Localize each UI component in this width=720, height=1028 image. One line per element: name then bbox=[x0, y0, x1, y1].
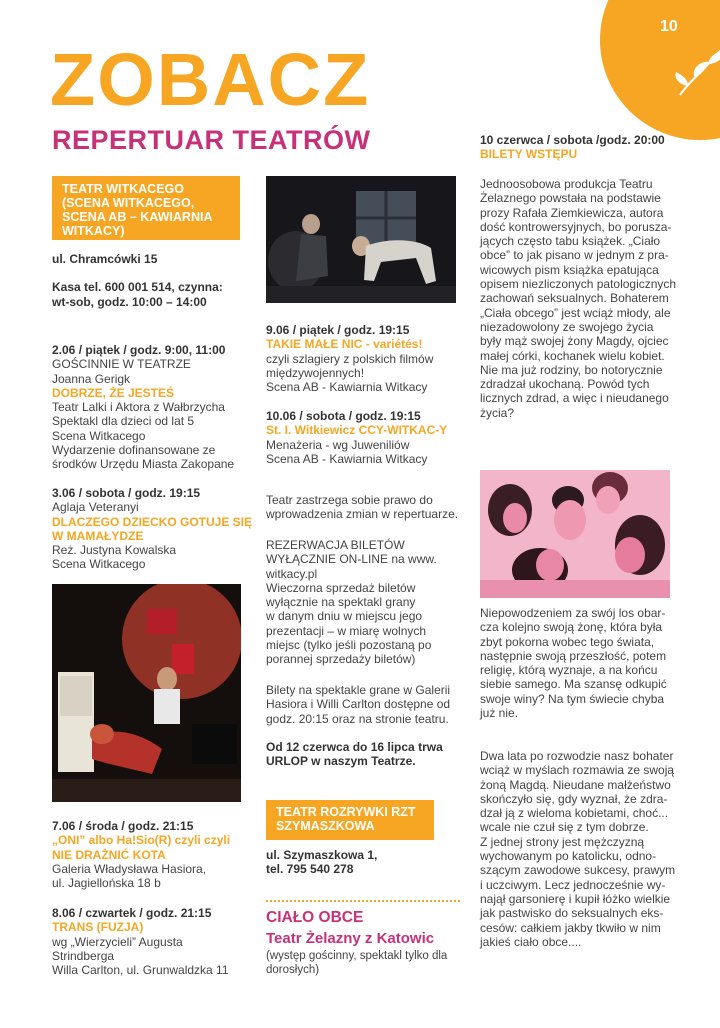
event-title: St. I. Witkiewicz CCY-WITKAC-Y bbox=[266, 423, 448, 438]
event-detail: Scena AB - Kawiarnia Witkacy bbox=[266, 451, 428, 466]
photo-stage-tv-illustration bbox=[52, 584, 241, 802]
event-7-06 bbox=[52, 819, 252, 890]
paragraph-line: wicowych pism książka epatująca bbox=[480, 262, 659, 277]
galeria-line: godz. 20:15 oraz na stronie teatru. bbox=[266, 711, 449, 726]
paragraph-line: Dwa lata po rozwodzie nasz bohater bbox=[480, 749, 674, 763]
paragraph-line: prozy Rafała Ziemkiewicza, autora bbox=[480, 205, 664, 220]
reservation-line: porannej sprzedaży biletów) bbox=[266, 652, 416, 667]
paragraph-line: zbyt pokorna wobec tego świata, bbox=[480, 634, 655, 649]
leaf-icon bbox=[670, 40, 720, 100]
event-detail: ul. Jagiellońska 18 b bbox=[52, 876, 161, 891]
reservation-line: prezentacji – w miarę wolnych bbox=[266, 623, 427, 638]
rozrywki-banner: TEATR ROZRYWKI RZT SZYMASZKOWA bbox=[266, 800, 434, 840]
event-date: 7.06 / środa / godz. 21:15 bbox=[52, 819, 194, 833]
event-detail: Willa Carlton, ul. Grunwaldzka 11 bbox=[52, 963, 229, 978]
photo-stage-tv bbox=[52, 584, 241, 802]
rozrywki-info bbox=[266, 848, 466, 877]
reservation-line: wyłącznie na spektakl grany bbox=[266, 595, 416, 610]
paragraph-line: niezadowolony ze swojego życia bbox=[480, 319, 654, 334]
photo-stage-crawling bbox=[266, 176, 456, 303]
event-detail: Scena Witkacego bbox=[52, 557, 146, 572]
event-detail: Teatr Lalki i Aktora z Wałbrzycha bbox=[52, 400, 225, 415]
event-2-06 bbox=[52, 343, 252, 472]
paragraph-line: obce” to jak pisano w jednym z pra- bbox=[480, 248, 669, 263]
paragraph-line: małej córki, kochanek wielu kobiet. bbox=[480, 348, 665, 363]
rozrywki-address: ul. Szymaszkowa 1, bbox=[266, 848, 378, 862]
paragraph-line: życia? bbox=[480, 405, 515, 420]
urlop-info bbox=[266, 740, 466, 769]
col3-paragraph-1 bbox=[480, 177, 695, 420]
col3-paragraph-3 bbox=[480, 749, 695, 949]
galeria-line: Hasiora i Willi Carlton dostępne od bbox=[266, 697, 451, 712]
witkacy-kasa: Kasa tel. 600 001 514, czynna: wt-sob, godz. 10:00 – 14:00 bbox=[52, 280, 223, 309]
section-title: REPERTUAR TEATRÓW bbox=[52, 125, 371, 155]
reservation-line: REZERWACJA BILETÓW bbox=[266, 538, 405, 552]
paragraph-line: religię, którą wyznaje, a na końcu bbox=[480, 663, 658, 678]
event-detail: wg „Wierzycieli” Augusta bbox=[52, 934, 183, 949]
event-10-06 bbox=[266, 409, 466, 466]
paragraph-line: Nie ma już rodziny, bo notorycznie bbox=[480, 362, 663, 377]
reservation-line: w danym dniu w miejscu jego bbox=[266, 609, 423, 624]
col3-date: 10 czerwca / sobota /godz. 20:00 bbox=[480, 133, 665, 147]
reservation-line: WYŁĄCZNIE ON-LINE na www. bbox=[266, 552, 437, 567]
event-3-06 bbox=[52, 486, 252, 572]
paragraph-line: opisem niezliczonych patologicznych bbox=[480, 277, 677, 292]
event-detail: Strindberga bbox=[52, 948, 115, 963]
paragraph-line: licznych zdrad, a więc i nieudanego bbox=[480, 391, 669, 406]
witkacy-address: ul. Chramcówki 15 bbox=[52, 252, 158, 266]
show-title: CIAŁO OBCE bbox=[266, 909, 364, 926]
reservation-line: Wieczorna sprzedaż biletów bbox=[266, 580, 416, 595]
show-note: (występ gościnny, spektakl tylko dla dorosłych) bbox=[266, 950, 448, 976]
event-title: TAKIE MAŁE NIC - variétés! bbox=[266, 337, 423, 352]
photo-pink-group-illustration bbox=[480, 470, 670, 598]
paragraph-line: siebie samego. Ma szansę odkupić bbox=[480, 677, 667, 692]
event-8-06 bbox=[52, 906, 252, 977]
paragraph-line: szącym zawodowe sukcesy, prawym bbox=[480, 863, 676, 878]
paragraph-line: jących często tabu książek. „Ciało bbox=[480, 234, 661, 249]
paragraph-line: Jednoosobowa produkcja Teatru bbox=[480, 177, 653, 191]
paragraph-line: swoje winy? Na tym świecie chyba bbox=[480, 691, 665, 706]
reservation-line: miejsc (tylko jeśli pozostaną po bbox=[266, 638, 432, 653]
paragraph-line: Z jednej strony jest mężczyzną bbox=[480, 834, 645, 849]
witkacy-banner: TEATR WITKACEGO (SCENA WITKACEGO, SCENA AB – KAWIARNIA WITKACY) bbox=[52, 176, 240, 240]
event-detail: Spektakl dla dzieci od lat 5 bbox=[52, 414, 195, 429]
rozrywki-phone: tel. 795 540 278 bbox=[266, 862, 354, 877]
event-detail: Scena AB - Kawiarnia Witkacy bbox=[266, 380, 428, 395]
event-detail: międzywojennych! bbox=[266, 365, 365, 380]
paragraph-line: cesów: całkiem jakby tkwiło w nim bbox=[480, 920, 661, 935]
col3-paragraph-2 bbox=[480, 606, 695, 720]
repertoire-notice: Teatr zastrzega sobie prawo do wprowadzenia zmian w repertuarze. bbox=[266, 493, 459, 522]
col3-header bbox=[480, 133, 695, 162]
paragraph-line: cza kolejno swoją żonę, która była bbox=[480, 620, 663, 635]
event-detail: Reż. Justyna Kowalska bbox=[52, 543, 177, 558]
paragraph-line: wcale nie czuł się z tym dobrze. bbox=[480, 820, 649, 835]
event-detail: środków Urzędu Miasta Zakopane bbox=[52, 457, 235, 472]
event-author: Joanna Gerigk bbox=[52, 371, 131, 386]
paragraph-line: dość kontrowersyjnych, bo porusza- bbox=[480, 219, 672, 234]
paragraph-line: następnie swoją przeszłość, potem bbox=[480, 648, 667, 663]
witkacy-info bbox=[52, 252, 242, 309]
event-detail: Galeria Władysława Hasiora, bbox=[52, 861, 207, 876]
paragraph-line: i uczciwym. Lecz jednocześnie wy- bbox=[480, 877, 666, 892]
reservation-info bbox=[266, 538, 466, 667]
reservation-line: witkacy.pl bbox=[266, 566, 318, 581]
event-detail: czyli szlagiery z polskich filmów bbox=[266, 351, 434, 366]
photo-pink-group bbox=[480, 470, 670, 598]
photo-stage-crawling-illustration bbox=[266, 176, 456, 303]
event-9-06 bbox=[266, 323, 466, 394]
dotted-divider bbox=[266, 900, 460, 902]
event-title: „ONI” albo Ha!Sio(R) czyli czyli NIE DRAŻNIĆ KOTA bbox=[52, 833, 231, 862]
col3-tickets: BILETY WSTĘPU bbox=[480, 147, 578, 162]
paragraph-line: dzał ją z wieloma kobietami, choć... bbox=[480, 806, 669, 821]
urlop-line: Od 12 czerwca do 16 lipca trwa bbox=[266, 740, 443, 754]
paragraph-line: skończyło się, gdy wyznał, że zdra- bbox=[480, 791, 668, 806]
page-number: 10 bbox=[660, 18, 678, 35]
event-pre: Aglaja Veteranyi bbox=[52, 500, 139, 515]
paragraph-line: „Ciała obcego” jest wciąż młody, ale bbox=[480, 305, 671, 320]
paragraph-line: jakieś ciało obce.... bbox=[480, 934, 582, 949]
paragraph-line: najął garsonierę i kupił łóżko wielkie bbox=[480, 891, 671, 906]
paragraph-line: wciąż w myślach rozmawia ze swoją bbox=[480, 763, 675, 778]
galeria-line: Bilety na spektakle grane w Galerii bbox=[266, 683, 451, 697]
paragraph-line: zdradzał ukochaną. Powód tych bbox=[480, 377, 650, 392]
event-date: 3.06 / sobota / godz. 19:15 bbox=[52, 486, 201, 500]
paragraph-line: Niepowodzeniem za swój los obar- bbox=[480, 606, 666, 620]
paragraph-line: były mąż swojej żony Magdy, ojciec bbox=[480, 334, 669, 349]
event-title: TRANS (FUZJA) bbox=[52, 920, 144, 935]
event-date: 10.06 / sobota / godz. 19:15 bbox=[266, 409, 421, 423]
event-detail: Menażeria - wg Juweniliów bbox=[266, 437, 410, 452]
paragraph-line: Żelaznego powstała na podstawie bbox=[480, 191, 661, 206]
event-title: DOBRZE, ŻE JESTEŚ bbox=[52, 385, 175, 400]
event-detail: Scena Witkacego bbox=[52, 428, 146, 443]
event-title: DLACZEGO DZIECKO GOTUJE SIĘ W MAMAŁYDZE bbox=[52, 514, 253, 543]
event-date: 9.06 / piątek / godz. 19:15 bbox=[266, 323, 410, 337]
event-detail: Wydarzenie dofinansowane ze bbox=[52, 443, 216, 458]
galeria-info bbox=[266, 683, 466, 726]
paragraph-line: jak pastwisko do seksualnych eks- bbox=[480, 906, 664, 921]
event-date: 2.06 / piątek / godz. 9:00, 11:00 bbox=[52, 343, 226, 357]
urlop-line: URLOP w naszym Teatrze. bbox=[266, 754, 416, 769]
paragraph-line: wychowanym po katolicku, odno- bbox=[480, 849, 657, 864]
paragraph-line: zachowań seksualnych. Bohaterem bbox=[480, 291, 669, 306]
paragraph-line: już nie. bbox=[480, 706, 519, 721]
page-title: ZOBACZ bbox=[50, 38, 371, 121]
show-company: Teatr Żelazny z Katowic bbox=[266, 930, 435, 947]
paragraph-line: żoną Magdą. Nieudane małżeństwo bbox=[480, 777, 671, 792]
event-date: 8.06 / czwartek / godz. 21:15 bbox=[52, 906, 212, 920]
event-pre: GOŚCINNIE W TEATRZE bbox=[52, 357, 191, 372]
